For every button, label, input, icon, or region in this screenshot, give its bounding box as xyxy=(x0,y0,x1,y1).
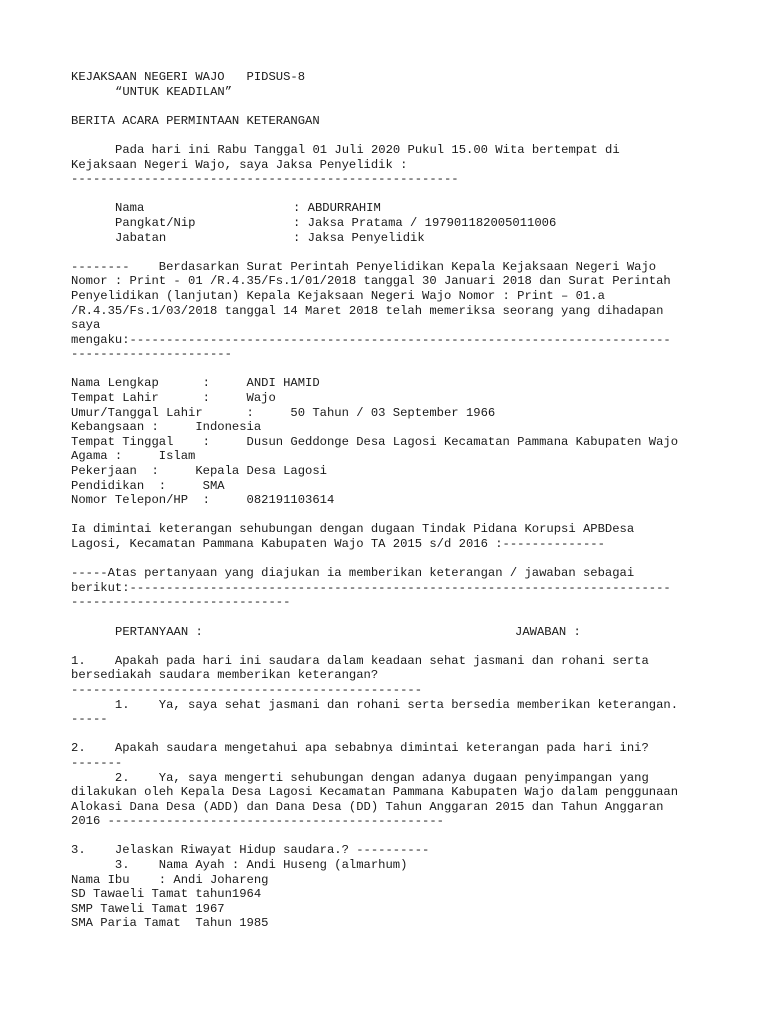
opening-line: Pada hari ini Rabu Tanggal 01 Juli 2020 Pukul 15.00 Wita bertempat di xyxy=(115,142,620,157)
answer-line: SMP Taweli Tamat 1967 xyxy=(71,901,225,916)
basis-line: -------- Berdasarkan Surat Perintah Penyelidikan Kepala Kejaksaan Negeri Wajo xyxy=(71,259,657,274)
statement-line: ------------------------------ xyxy=(71,595,291,610)
subject-line: Tempat Tinggal : Dusun Geddonge Desa Lagosi Kecamatan Pammana Kabupaten Wajo xyxy=(71,434,679,449)
subject-line: Umur/Tanggal Lahir : 50 Tahun / 03 September 1966 xyxy=(71,405,496,420)
statement-line: -----Atas pertanyaan yang diajukan ia memberikan keterangan / jawaban sebagai xyxy=(71,566,635,581)
official-info xyxy=(71,201,711,245)
subject-identity xyxy=(71,376,711,507)
office-motto: “UNTUK KEADILAN” xyxy=(115,84,233,99)
official-row xyxy=(71,216,711,231)
qa-header xyxy=(71,625,711,640)
subject-line: Nama Lengkap : ANDI HAMID xyxy=(71,376,320,391)
statement-line: berikut:-------------------------------------------------------------------------- xyxy=(71,580,671,595)
official-value: : ABDURRAHIM xyxy=(293,201,381,216)
basis-paragraph xyxy=(71,260,711,362)
basis-line: Nomor : Print - 01 /R.4.35/Fs.1/01/2018 tanggal 30 Januari 2018 dan Surat Perintah xyxy=(71,274,671,289)
basis-line: Penyelidikan (lanjutan) Kepala Kejaksaan Negeri Wajo Nomor : Print – 01.a xyxy=(71,288,605,303)
subject-line: Agama : Islam xyxy=(71,449,196,464)
question-line: 3. Jelaskan Riwayat Hidup saudara.? ---------- xyxy=(71,843,430,858)
answer-line: dilakukan oleh Kepala Desa Lagosi Kecamatan Pammana Kabupaten Wajo dalam penggunaan xyxy=(71,785,679,800)
basis-line: saya xyxy=(71,318,101,333)
subject-line: Nomor Telepon/HP : 082191103614 xyxy=(71,493,335,508)
official-label: Jabatan xyxy=(115,230,167,245)
qa-item xyxy=(71,741,711,829)
question-heading: PERTANYAAN : xyxy=(115,624,203,639)
answer-line: Alokasi Dana Desa (ADD) dan Dana Desa (DD) Tahun Anggaran 2015 dan Tahun Anggaran xyxy=(71,799,664,814)
question-line: 2. Apakah saudara mengetahui apa sebabnya dimintai keterangan pada hari ini? xyxy=(71,741,649,756)
subject-line: Tempat Lahir : Wajo xyxy=(71,391,276,406)
answer-line: Nama Ibu : Andi Johareng xyxy=(71,872,269,887)
document-title: BERITA ACARA PERMINTAAN KETERANGAN xyxy=(71,113,320,128)
qa-item xyxy=(71,843,711,931)
answer-line: 2. Ya, saya mengerti sehubungan dengan adanya dugaan penyimpangan yang xyxy=(71,770,649,785)
opening-line: Kejaksaan Negeri Wajo, saya Jaksa Penyelidik : xyxy=(71,157,408,172)
statement-paragraph xyxy=(71,566,711,610)
qa-item xyxy=(71,654,711,727)
official-label: Pangkat/Nip xyxy=(115,215,196,230)
separator-line: ----------------------------------------------------- xyxy=(71,172,459,187)
question-line: ------- xyxy=(71,755,123,770)
basis-line: /R.4.35/Fs.1/03/2018 tanggal 14 Maret 2018 telah memeriksa seorang yang dihadapan xyxy=(71,303,664,318)
answer-line: 3. Nama Ayah : Andi Huseng (almarhum) xyxy=(71,858,408,873)
subject-line: Pendidikan : SMA xyxy=(71,478,225,493)
question-line: 1. Apakah pada hari ini saudara dalam keadaan sehat jasmani dan rohani serta xyxy=(71,653,649,668)
office-header: KEJAKSAAN NEGERI WAJO PIDSUS-8 xyxy=(71,70,306,84)
official-label: Nama xyxy=(115,201,145,216)
answer-heading: JAWABAN : xyxy=(515,624,581,639)
official-row xyxy=(71,201,711,216)
purpose-line: Ia dimintai keterangan sehubungan dengan dugaan Tindak Pidana Korupsi APBDesa xyxy=(71,522,635,537)
basis-line: ---------------------- xyxy=(71,347,232,362)
official-value: : Jaksa Pratama / 197901182005011006 xyxy=(293,215,557,230)
answer-line: ----- xyxy=(71,712,108,727)
answer-line: SD Tawaeli Tamat tahun1964 xyxy=(71,887,262,902)
answer-line: SMA Paria Tamat Tahun 1985 xyxy=(71,916,269,931)
basis-line: mengaku:-------------------------------------------------------------------------- xyxy=(71,332,671,347)
question-line: ------------------------------------------------ xyxy=(71,682,423,697)
official-row xyxy=(71,231,711,246)
answer-line: 2016 ---------------------------------------------- xyxy=(71,814,444,829)
purpose-line: Lagosi, Kecamatan Pammana Kabupaten Wajo TA 2015 s/d 2016 :-------------- xyxy=(71,537,605,551)
question-line: bersediakah saudara memberikan keterangan? xyxy=(71,668,379,683)
official-value: : Jaksa Penyelidik xyxy=(293,230,425,245)
subject-line: Pekerjaan : Kepala Desa Lagosi xyxy=(71,464,327,479)
purpose-paragraph xyxy=(71,522,711,551)
answer-line: 1. Ya, saya sehat jasmani dan rohani serta bersedia memberikan keterangan. xyxy=(71,697,679,712)
subject-line: Kebangsaan : Indonesia xyxy=(71,420,262,435)
document-body xyxy=(71,70,711,931)
